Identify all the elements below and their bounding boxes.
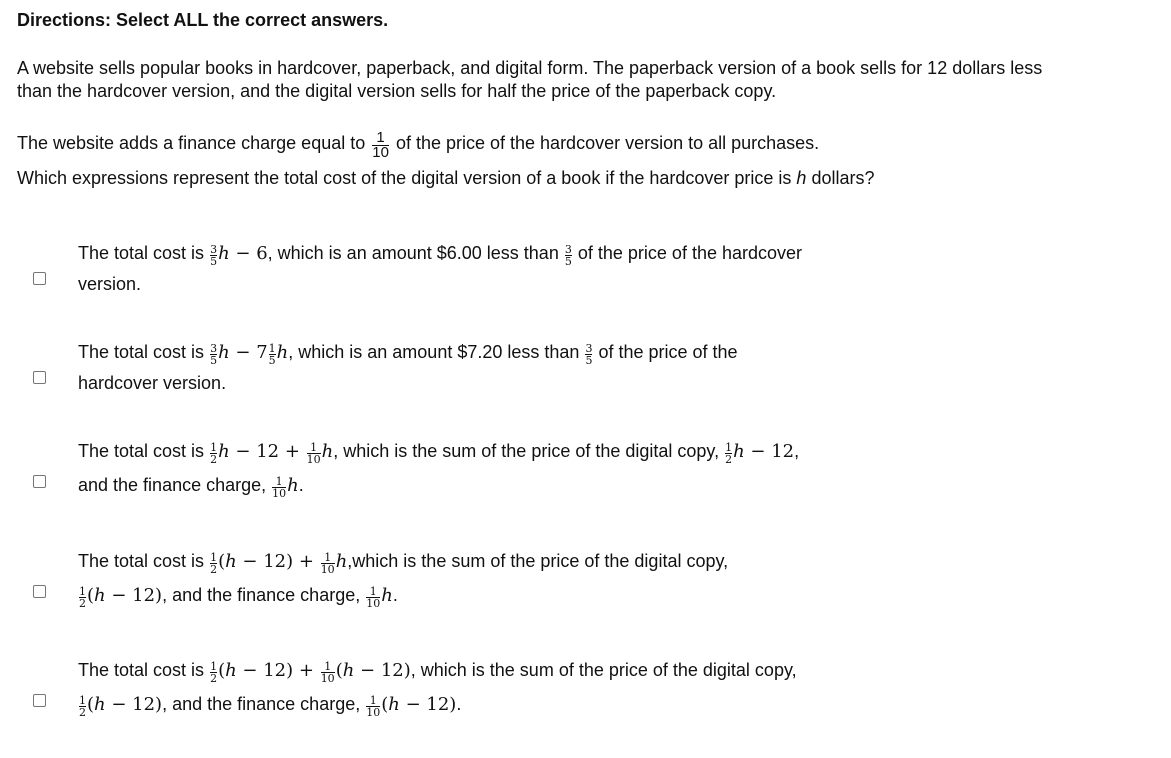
answer-option-4-line-2: $\frac{1}{2}$ (h − 12), and the finance charge, $\frac{1}{10}$ h. [79,584,398,610]
answer-option-4-expression: $\frac{1}{2}$ (h − 12) + $\frac{1}{10}$ h [210,550,348,576]
answer-option-4-digital-expression: $\frac{1}{2}$ (h − 12) [79,584,163,610]
answer-option-1-line-1: The total cost is $\frac{3}{5}$ h − 6, which is an amount $6.00 less than $\frac{3}{5}$ of the price of the hardcover [78,242,803,268]
answer-option-3-expression-2: $\frac{1}{2}$ h − 12 [725,440,795,466]
answer-option-1-fraction: $\frac{3}{5}$ [564,242,572,268]
answer-option-4-finance-expression: $\frac{1}{10}$ h [366,584,393,610]
answer-option-5-line-1: The total cost is $\frac{1}{2}$ (h − 12) + $\frac{1}{10}$ (h − 12), which is the sum of the price of the digital copy, [78,659,797,685]
answer-option-2-fraction: $\frac{3}{5}$ [585,341,593,367]
answer-option-4-line-1: The total cost is $\frac{1}{2}$ (h − 12) + $\frac{1}{10}$ h,which is the sum of the price of the digital copy, [78,550,729,576]
finance-charge-text: The website adds a finance charge equal to $\frac{1}{10}$ of the price of the hardcover version to all purchases. [17,129,820,161]
answer-checkbox-2[interactable] [33,371,46,384]
answer-option-5-finance-expression: $\frac{1}{10}$ (h − 12) [366,693,457,719]
answer-checkbox-3[interactable] [33,475,46,488]
question-text: Which expressions represent the total cost of the digital version of a book if the hardcover price is h dollars? [17,168,875,188]
answer-checkbox-1[interactable] [33,272,46,285]
answer-option-2-line-1: The total cost is $\frac{3}{5}$ h − 7 $\frac{1}{5}$ h, which is an amount $7.20 less than $\frac{3}{5}$ of the price of the [78,341,738,367]
answer-checkbox-5[interactable] [33,694,46,707]
answer-option-3-line-1: The total cost is $\frac{1}{2}$ h − 12 + $\frac{1}{10}$ h, which is the sum of the price of the digital copy, $\frac{1}{2}$ h − 12, [78,440,800,466]
problem-text-line-2: than the hardcover version, and the digital version sells for half the price of the paperback copy. [17,81,777,101]
answer-option-2-expression: $\frac{3}{5}$ h − 7 $\frac{1}{5}$ h [210,341,289,367]
answer-option-3-line-2: and the finance charge, $\frac{1}{10}$ h. [78,474,304,500]
answer-option-5-line-2: $\frac{1}{2}$ (h − 12), and the finance charge, $\frac{1}{10}$ (h − 12). [79,693,462,719]
answer-option-2-line-2: hardcover version. [78,373,227,393]
fraction-one-tenth: $\frac{1}{10}$ [372,129,389,161]
answer-option-3-finance-expression: $\frac{1}{10}$ h [272,474,299,500]
answer-option-5-expression: $\frac{1}{2}$ (h − 12) + $\frac{1}{10}$ (h − 12) [210,659,411,685]
directions-heading: Directions: Select ALL the correct answers. [17,10,389,30]
answer-option-3-expression: $\frac{1}{2}$ h − 12 + $\frac{1}{10}$ h [210,440,334,466]
answer-checkbox-4[interactable] [33,585,46,598]
answer-option-1-expression: $\frac{3}{5}$ h − 6 [210,242,268,268]
answer-option-5-digital-expression: $\frac{1}{2}$ (h − 12) [79,693,163,719]
answer-option-1-line-2: version. [78,274,142,294]
problem-text-line-1: A website sells popular books in hardcover, paperback, and digital form. The paperback version of a book sells for 12 dollars less [17,58,1043,78]
